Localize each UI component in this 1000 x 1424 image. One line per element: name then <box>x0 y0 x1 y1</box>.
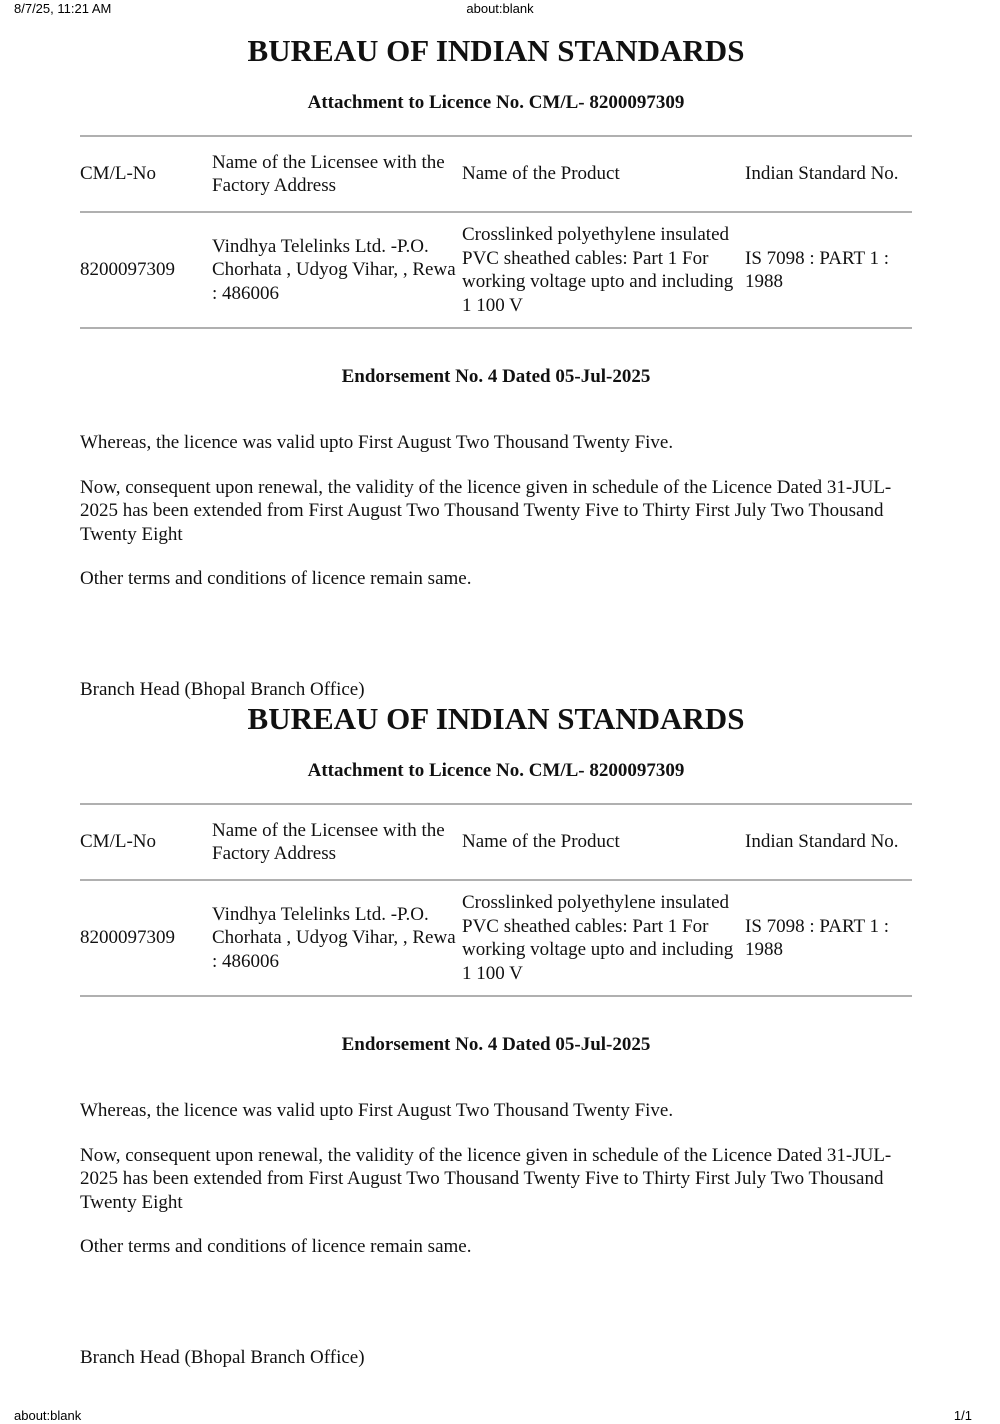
header-licensee: Name of the Licensee with the Factory Address <box>212 819 445 864</box>
cell-cml-no: 8200097309 <box>80 927 175 949</box>
header-cml-no: CM/L-No <box>80 163 156 185</box>
print-url: about:blank <box>466 1 534 16</box>
page-number: 1/1 <box>953 1408 972 1423</box>
endorsement-heading: Endorsement No. 4 Dated 05-Jul-2025 <box>341 366 651 387</box>
table-row <box>80 212 912 328</box>
licence-subtitle: Attachment to Licence No. CM/L- 8200097309 <box>307 760 685 781</box>
cell-licensee: Vindhya Telelinks Ltd. -P.O. Chorhata , Udyog Vihar, , Rewa : 486006 <box>212 903 456 972</box>
licence-table <box>80 135 912 329</box>
document-copy-2 <box>80 696 912 1369</box>
endorsement-heading: Endorsement No. 4 Dated 05-Jul-2025 <box>341 1034 651 1055</box>
table-header-row <box>80 136 912 212</box>
cell-product: Crosslinked polyethylene insulated PVC sheathed cables: Part 1 For working voltage upto and including 1 100 V <box>462 892 734 984</box>
paragraph-renewal: Now, consequent upon renewal, the validity of the licence given in schedule of the Licence Dated 31-JUL-2025 has been extended from First August Two Thousand Twenty Five to Thirty First July Two Thousand Twenty Eight <box>80 1144 892 1213</box>
signatory: Branch Head (Bhopal Branch Office) <box>80 1346 365 1368</box>
header-standard: Indian Standard No. <box>745 831 899 853</box>
cell-standard: IS 7098 : PART 1 : 1988 <box>745 247 890 292</box>
cell-standard: IS 7098 : PART 1 : 1988 <box>745 915 890 960</box>
cell-licensee: Vindhya Telelinks Ltd. -P.O. Chorhata , Udyog Vihar, , Rewa : 486006 <box>212 235 456 304</box>
paragraph-whereas: Whereas, the licence was valid upto First August Two Thousand Twenty Five. <box>80 1100 674 1121</box>
paragraph-whereas: Whereas, the licence was valid upto First August Two Thousand Twenty Five. <box>80 432 674 453</box>
print-header <box>0 0 1000 18</box>
print-datetime: 8/7/25, 11:21 AM <box>14 1 112 16</box>
header-standard: Indian Standard No. <box>745 163 899 185</box>
licence-subtitle: Attachment to Licence No. CM/L- 8200097309 <box>307 92 685 113</box>
paragraph-terms: Other terms and conditions of licence remain same. <box>80 1236 472 1257</box>
document-copy-1 <box>80 28 912 701</box>
cell-cml-no: 8200097309 <box>80 259 175 281</box>
header-licensee: Name of the Licensee with the Factory Address <box>212 151 445 196</box>
document-title: BUREAU OF INDIAN STANDARDS <box>247 33 745 68</box>
licence-table <box>80 803 912 997</box>
document-title: BUREAU OF INDIAN STANDARDS <box>247 701 745 736</box>
print-footer-url: about:blank <box>14 1408 82 1423</box>
print-footer <box>0 1408 1000 1424</box>
header-cml-no: CM/L-No <box>80 831 156 853</box>
table-header-row <box>80 804 912 880</box>
signatory: Branch Head (Bhopal Branch Office) <box>80 678 365 700</box>
paragraph-terms: Other terms and conditions of licence remain same. <box>80 568 472 589</box>
paragraph-renewal: Now, consequent upon renewal, the validity of the licence given in schedule of the Licence Dated 31-JUL-2025 has been extended from First August Two Thousand Twenty Five to Thirty First July Two Thousand Twenty Eight <box>80 476 892 545</box>
header-product: Name of the Product <box>462 831 620 853</box>
header-product: Name of the Product <box>462 163 620 185</box>
table-row <box>80 880 912 996</box>
cell-product: Crosslinked polyethylene insulated PVC sheathed cables: Part 1 For working voltage upto and including 1 100 V <box>462 224 734 316</box>
